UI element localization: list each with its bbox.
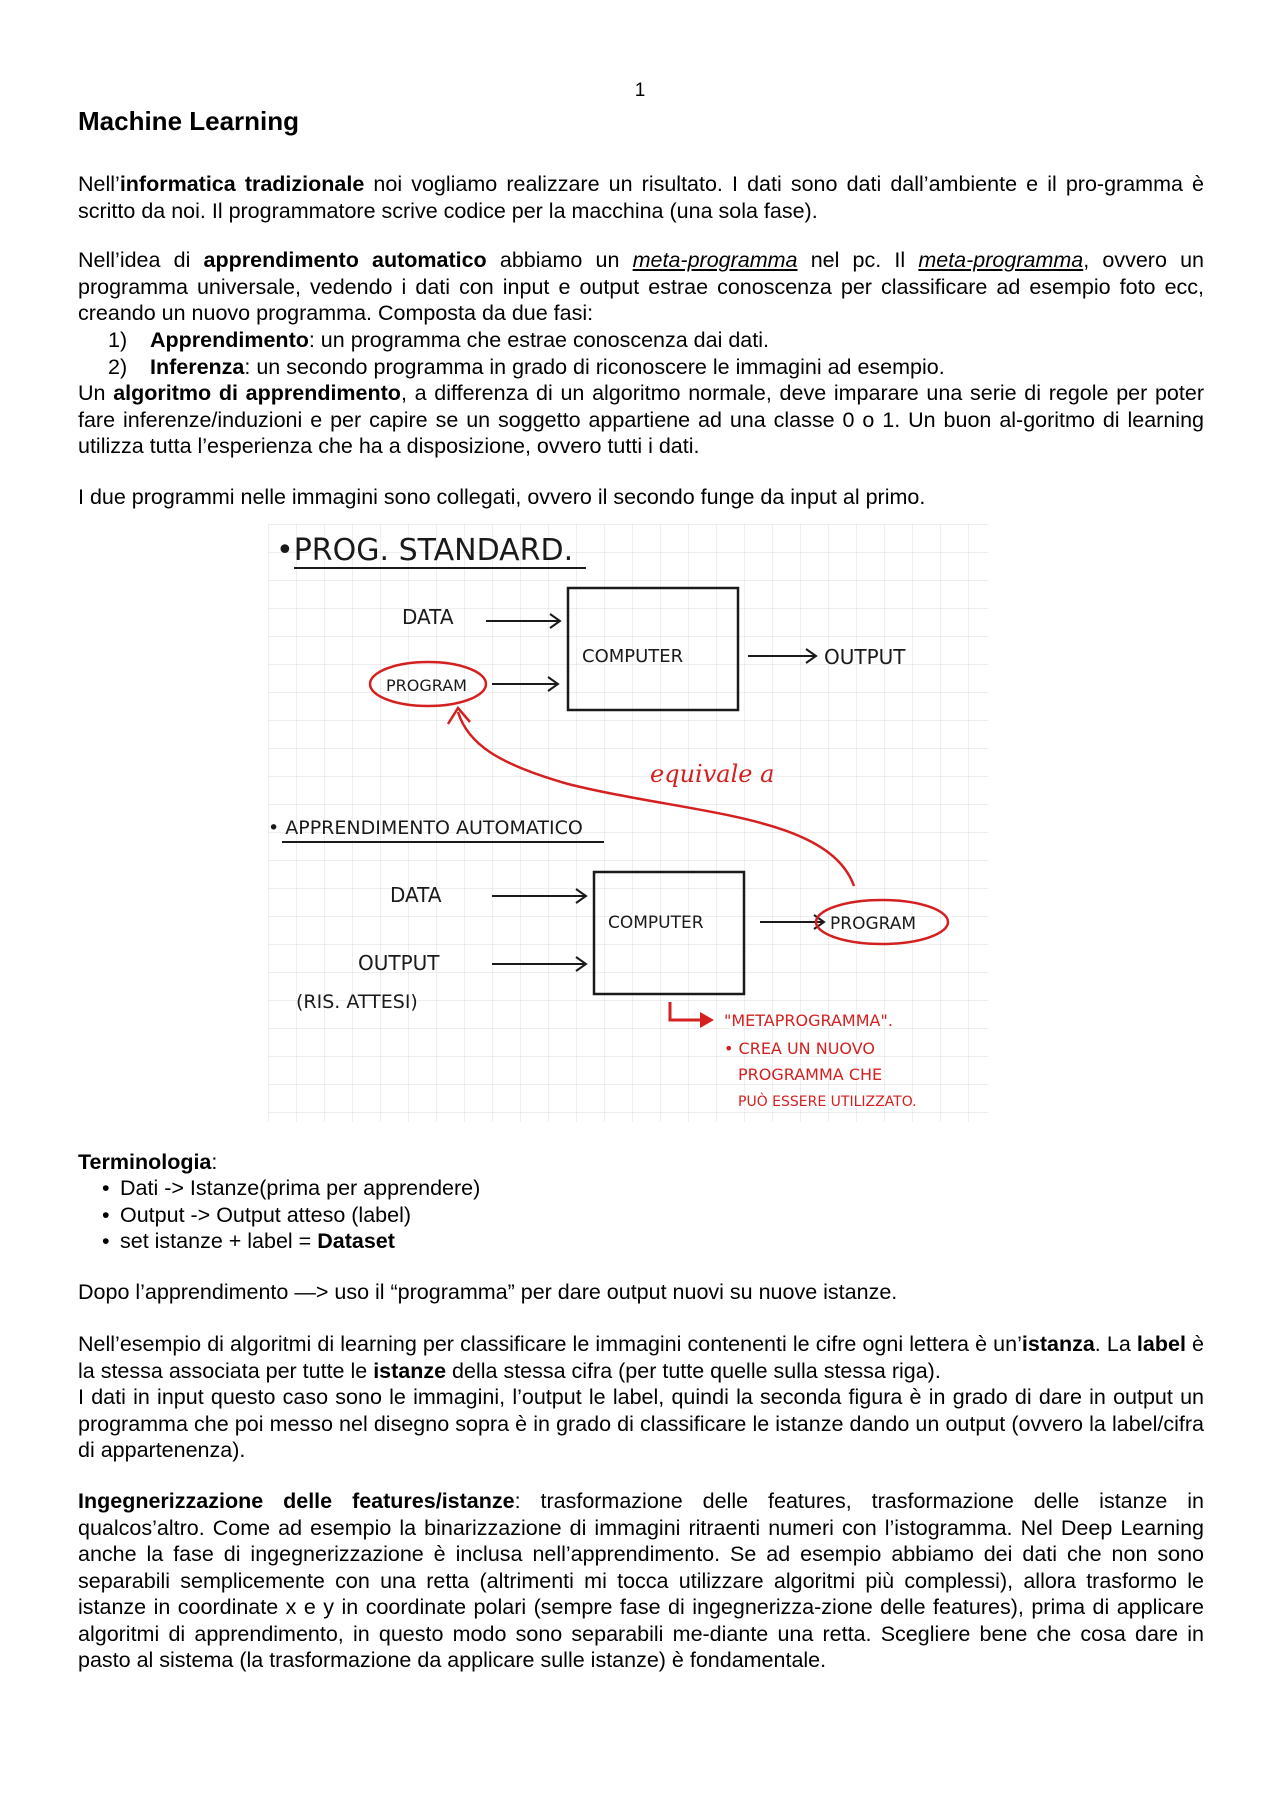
meta-note-line-1: "METAPROGRAMMA". [724,1011,893,1030]
data-label-1: DATA [402,605,454,629]
phases-list [78,327,1204,380]
meta-note-line-2: • CREA UN NUOVO [724,1039,875,1058]
meta-note-line-3: PROGRAMMA CHE [738,1065,883,1084]
data-label-2: DATA [390,883,442,907]
page-title: Machine Learning [78,106,300,136]
handwritten-diagram [268,524,988,1122]
paragraph-algoritmo-apprendimento: Un algoritmo di apprendimento, a differenza di un algoritmo normale, deve imparare una serie di regole per poter fare inferenze/induzioni e per capire se un soggetto appartiene ad una classe 0 o 1. Un buon al-goritmo di learning utilizza tutta l’esperienza che ha a disposizione, ovvero tutti i dati. [78,381,1204,458]
paragraph-dopo-apprendimento: Dopo l’apprendimento —> uso il “programma” per dare output nuovi su nuove istanze. [78,1280,898,1304]
program-label-1: PROGRAM [386,676,467,695]
heading-apprendimento-automatico: • APPRENDIMENTO AUTOMATICO [268,817,583,839]
list-item: 1) Apprendimento: un programma che estrae conoscenza dai dati. [108,328,769,352]
terminologia-heading: Terminologia: [78,1150,218,1174]
computer-label-1: COMPUTER [582,646,684,667]
page-number: 1 [634,80,646,101]
paragraph-apprendimento-automatico: Nell’idea di apprendimento automatico abbiamo un meta-programma nel pc. Il meta-programma, ovvero un programma universale, vedendo i dati con input e output estrae conoscenza per classificare ad esempio foto ecc, creando un nuovo programma. Composta da due fasi: [78,248,1205,325]
expected-results-note: (RIS. ATTESI) [296,991,418,1013]
output-label-1: OUTPUT [824,645,906,669]
list-item: • set istanze + label = Dataset [78,1228,480,1255]
heading-prog-standard: •PROG. STANDARD. [276,533,574,568]
paragraph-programmi-collegati: I due programmi nelle immagini sono collegati, ovvero il secondo funge da input al primo. [78,485,926,509]
program-label-2: PROGRAM [830,914,917,934]
meta-note-line-4: PUÒ ESSERE UTILIZZATO. [738,1094,917,1110]
list-item: • Output -> Output atteso (label) [78,1202,480,1229]
list-item: 2) Inferenza: un secondo programma in grado di riconoscere le immagini ad esempio. [108,354,945,379]
equivalence-label: equivale a [650,760,775,788]
paragraph-esempio-cifre: Nell’esempio di algoritmi di learning per classificare le immagini contenenti le cifre ogni lettera è un’istanza. La label è la stessa associata per tutte le istanze della stessa cifra (per tutte quelle sulla stessa riga). I dati in input questo caso sono le immagini, l’output le label, quindi la seconda figura è in grado di dare in output un programma che poi messo nel disegno sopra è in grado di classificare le istanze dando un output (ovvero la label/cifra di appartenenza). [78,1332,1204,1462]
output-label-2: OUTPUT [358,951,440,975]
paragraph-informatica-tradizionale: Nell’informatica tradizionale noi vogliamo realizzare un risultato. I dati sono dati dall’ambiente e il pro-gramma è scritto da noi. Il programmatore scrive codice per la macchina (una sola fase). [78,172,1204,223]
terminologia-list [78,1175,480,1255]
paragraph-ingegnerizzazione: Ingegnerizzazione delle features/istanze: trasformazione delle features, trasformazione delle istanze in qualcos’altro. Come ad esempio la binarizzazione di immagini ritraenti numeri con l’istogramma. Nel Deep Learning anche la fase di ingegnerizzazione è inclusa nell’apprendimento. Se ad esempio abbiamo dei dati che non sono separabili semplicemente con una retta (altrimenti mi tocca utilizzare algoritmi più complessi), allora trasformo le istanze in coordinate x e y in coordinate polari (sempre fase di ingegnerizza-zione delle features), prima di applicare algoritmi di apprendimento, in questo modo sono separabili me-diante una retta. Scegliere bene che cosa dare in pasto al sistema (la trasformazione da applicare sulle istanze) è fondamentale. [78,1489,1204,1672]
computer-label-2: COMPUTER [608,913,704,933]
list-item: • Dati -> Istanze(prima per apprendere) [78,1175,480,1202]
